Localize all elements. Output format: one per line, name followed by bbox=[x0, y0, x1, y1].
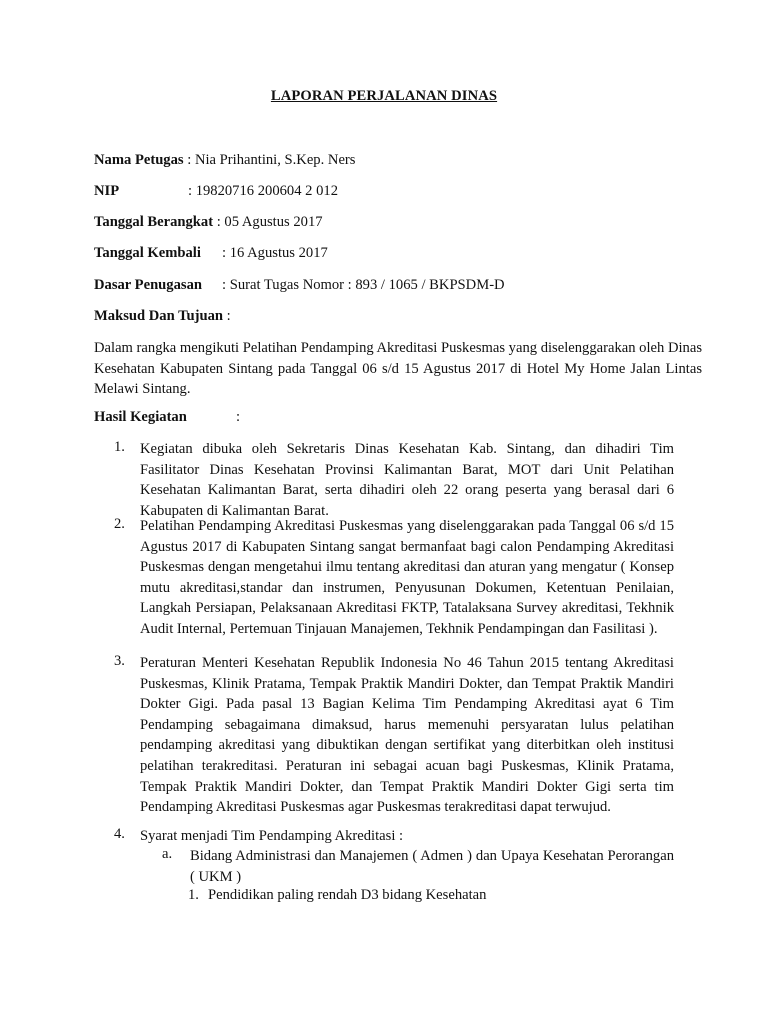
maksud-tujuan-row bbox=[94, 308, 231, 325]
sub-list-item-letter: a. bbox=[162, 846, 173, 862]
maksud-paragraph: Dalam rangka mengikuti Pelatihan Pendamping Akreditasi Puskesmas yang diselenggarakan oleh Dinas Kesehatan Kabupaten Sintang pada Tanggal 06 s/d 15 Agustus 2017 di Hotel My Home Jalan Lintas Melawi Sintang. bbox=[94, 340, 702, 397]
dasar-penugasan-row bbox=[94, 277, 505, 294]
list-item-text: Pelatihan Pendamping Akreditasi Puskesmas yang diselenggarakan pada Tanggal 06 s/d 15 Agustus 2017 di Kabupaten Sintang sangat bermanfaat bagi calon Pendamping Akreditasi Puskesmas dengan mengetahui ilmu tentang akreditasi dan aturan yang mengatur ( Konsep mutu akreditasi,standar dan instrumen, Penyusunan Dokumen, Ketentuan Penilaian, Langkah Persiapan, Pelaksanaan Akreditasi FKTP, Tatalaksana Survey akreditasi, Tekhnik Audit Internal, Pertemuan Tinjauan Manajemen, Tekhnik Pendampingan dan Fasilitasi ). bbox=[140, 518, 674, 637]
list-item-text: Peraturan Menteri Kesehatan Republik Indonesia No 46 Tahun 2015 tentang Akreditasi Puskesmas, Klinik Pratama, Tempak Praktik Mandiri Dokter, dan Tempat Praktik Mandiri Dokter Gigi. Pada pasal 13 Bagian Kelima Tim Pendamping Akreditasi ayat 6 Tim Pendamping sebagaimana dimaksud, harus memenuhi persyaratan lulus pelatihan pendamping akreditasi yang dibuktikan dengan sertifikat yang diterbitkan oleh institusi pelatihan terakreditasi. Peraturan ini sebagai acuan bagi Puskesmas, Klinik Pratama, Tempak Praktik Mandiri Dokter, dan Tempat Praktik Mandiri Dokter Gigi serta tim Pendamping Akreditasi Puskesmas agar Puskesmas terakreditasi dapat terwujud. bbox=[140, 655, 674, 816]
list-item-number: 1. bbox=[114, 439, 125, 455]
tanggal-berangkat-value: : 05 Agustus 2017 bbox=[213, 214, 323, 230]
nama-petugas-row bbox=[94, 152, 355, 169]
hasil-kegiatan-colon: : bbox=[236, 409, 241, 425]
list-item-number: 4. bbox=[114, 826, 125, 842]
nama-petugas-value: : Nia Prihantini, S.Kep. Ners bbox=[183, 152, 356, 168]
nip-value: : 19820716 200604 2 012 bbox=[188, 183, 338, 199]
sub-sub-list-item-number: 1. bbox=[188, 887, 199, 903]
nip-label: NIP bbox=[94, 183, 120, 199]
hasil-kegiatan-row bbox=[94, 409, 241, 426]
nama-petugas-label: Nama Petugas bbox=[94, 152, 184, 168]
nip-row bbox=[94, 183, 338, 200]
dasar-penugasan-value: : Surat Tugas Nomor : 893 / 1065 / BKPSDM-D bbox=[222, 277, 505, 293]
tanggal-kembali-value: : 16 Agustus 2017 bbox=[222, 245, 328, 261]
tanggal-berangkat-row bbox=[94, 214, 323, 231]
tanggal-berangkat-label: Tanggal Berangkat bbox=[94, 214, 214, 230]
dasar-penugasan-label: Dasar Penugasan bbox=[94, 277, 202, 293]
tanggal-kembali-label: Tanggal Kembali bbox=[94, 245, 201, 261]
list-item-text: Kegiatan dibuka oleh Sekretaris Dinas Kesehatan Kab. Sintang, dan dihadiri Tim Fasilitator Dinas Kesehatan Provinsi Kalimantan Barat, MOT dari Unit Pelatihan Kesehatan Kalimantan Barat, serta dihadiri oleh 22 orang peserta yang berasal dari 6 Kabupaten di Kalimantan Barat. bbox=[140, 441, 674, 519]
tanggal-kembali-row bbox=[94, 245, 328, 262]
sub-list-item-text: Bidang Administrasi dan Manajemen ( Admen ) dan Upaya Kesehatan Perorangan ( UKM ) bbox=[190, 848, 674, 885]
maksud-tujuan-colon: : bbox=[223, 308, 231, 324]
list-item-text: Syarat menjadi Tim Pendamping Akreditasi : bbox=[140, 828, 404, 844]
sub-sub-list-item-text: Pendidikan paling rendah D3 bidang Kesehatan bbox=[208, 887, 487, 903]
list-item-number: 2. bbox=[114, 516, 125, 532]
list-item-number: 3. bbox=[114, 653, 125, 669]
hasil-kegiatan-label: Hasil Kegiatan bbox=[94, 409, 187, 425]
maksud-tujuan-label: Maksud Dan Tujuan bbox=[94, 308, 223, 324]
document-title: LAPORAN PERJALANAN DINAS bbox=[270, 88, 498, 104]
